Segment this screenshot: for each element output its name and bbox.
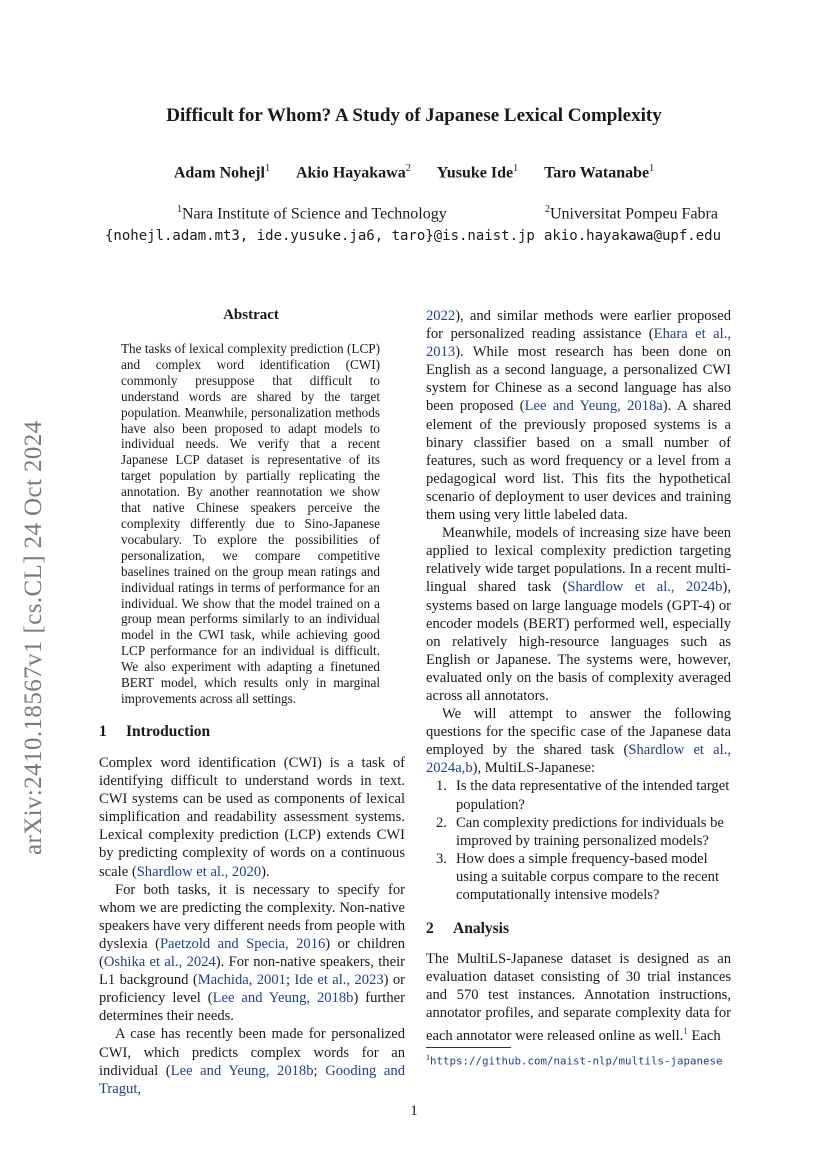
abstract-heading: Abstract [223, 307, 279, 323]
footnote-marker[interactable]: 1 [683, 1026, 688, 1037]
citation-link[interactable]: 2022 [426, 308, 456, 324]
citation-link[interactable]: Paetzold and Specia, 2016 [159, 935, 326, 952]
intro-paragraph: For both tasks, it is necessary to specify for whom we are predicting the complexity. Non-native speakers have very different needs from people with dyslexia (Paetzold and Specia, 2016) or children (Oshika et al., 2024). For non-native speakers, their L1 background (Machida, 2001; Ide et al., 2023) or proficiency level (Lee and Yeung, 2018b) further determines their needs. [99, 881, 406, 1025]
intro-paragraph-continued: 2022), and similar methods were earlier proposed for personalized reading assistance (Ehara et al., 2013). While most research has been done on English as a second language, a personalized CWI system for Chinese as a second language has also been proposed (Lee and Yeung, 2018a). A shared element of the previously proposed systems is a binary classifier based on a small number of features, such as word frequency or a level from a pedagogical word list. This fits the hypothetical scenario of deployment to user devices and training them using very little labeled data. [426, 308, 731, 524]
list-item: 3. How does a simple frequency-based model using a suitable corpus compare to the recent computationally intensive models? [436, 850, 720, 903]
author: Adam Nohejl$^1$ [173, 163, 270, 182]
intro-paragraph: Meanwhile, models of increasing size have been applied to lexical complexity prediction targeting relatively wide target populations. In a recent multi-lingual shared task (Shardlow et al., 2024b), systems based on large language models (GPT-4) or encoder models (BERT) performed well, especially on relatively high-resource languages such as English or Japanese. The systems were, however, evaluated only on the basis of complexity averaged across all annotators. [426, 525, 731, 704]
list-item: 2. Can complexity predictions for individuals be improved by training personalized models? [436, 814, 724, 849]
author: Taro Watanabe$^1$ [544, 163, 655, 182]
paper-title: Difficult for Whom? A Study of Japanese Lexical Complexity [166, 105, 662, 126]
affiliation-2: $^2$Universitat Pompeu Fabra [545, 204, 718, 223]
citation-link[interactable]: Shardlow et al., 2024a,b [426, 742, 731, 777]
author: Yusuke Ide$^1$ [436, 163, 519, 182]
citation-link[interactable]: Lee and Yeung, 2018a [524, 398, 663, 415]
footnote-divider [426, 1047, 511, 1048]
abstract-text: The tasks of lexical complexity prediction (LCP) and complex word identification (CWI) commonly presuppose that difficult to understand words are shared by the target population. Meanwhile, personalization methods have also been proposed to adapt models to individual needs. We verify that a recent Japanese LCP dataset is representative of its target population by partially replicating the annotation. By another reannotation we show that native Chinese speakers perceive the complexity differently due to Sino-Japanese vocabulary. To explore the possibilities of personalization, we compare competitive baselines trained on the group mean ratings and individual ratings in terms of performance for an individual. We show that the model trained on a group mean performs similarly to an individual model in the CWI task, while achieving good LCP performance for an individual is difficult. We also experiment with adapting a finetuned BERT model, which results only in marginal improvements across all settings. [121, 341, 380, 706]
citation-link[interactable]: Oshika et al., 2024 [103, 954, 216, 971]
citation-link[interactable]: Ehara et al., 2013 [426, 326, 731, 361]
intro-paragraph: Complex word identification (CWI) is a task of identifying difficult to understand words in text. CWI systems can be used as components of lexical simplification and readability assessment systems. Lexical complexity prediction (LCP) extends CWI by predicting complexity of words on a continuous scale (Shardlow et al., 2020). [99, 755, 405, 880]
citation-link[interactable]: Gooding and Tragut, [99, 1062, 405, 1097]
research-question-list [426, 777, 731, 904]
intro-paragraph: A case has recently been made for personalized CWI, which predicts complex words for an individual (Lee and Yeung, 2018b; Gooding and Tragut, [99, 1026, 405, 1097]
citation-link[interactable]: Shardlow et al., 2024b [567, 579, 723, 596]
citation-link[interactable]: Shardlow et al., 2020 [136, 863, 262, 880]
footnote: $^1$https://github.com/naist-nlp/multils-japanese [426, 1053, 723, 1068]
citation-link[interactable]: Ide et al., 2023 [294, 972, 384, 989]
citation-link[interactable]: Machida, 2001 [197, 972, 286, 989]
citation-link[interactable]: Lee and Yeung, 2018b [212, 990, 354, 1007]
intro-paragraph: We will attempt to answer the following questions for the specific case of the Japanese data employed by the shared task (Shardlow et al., 2024a,b), MultiLS-Japanese: [426, 706, 731, 777]
affiliation-2-email: akio.hayakawa@upf.edu [544, 228, 722, 244]
left-column-body [99, 754, 405, 1098]
author: Akio Hayakawa$^2$ [295, 163, 411, 182]
section-heading-introduction: 1 Introduction [99, 723, 211, 740]
footnote-url-link[interactable]: https://github.com/naist-nlp/multils-japanese [430, 1054, 723, 1068]
citation-link[interactable]: Lee and Yeung, 2018b [170, 1062, 314, 1079]
analysis-paragraph: The MultiLS-Japanese dataset is designed as an evaluation dataset consisting of 30 trial instances and 570 test instances. Annotation instructions, annotator profiles, and separate complexity data for each annotator were released online as well.$^1$ Each [426, 951, 731, 1045]
affiliation-1: $^1$Nara Institute of Science and Technology [177, 204, 447, 223]
affiliation-1-email: {nohejl.adam.mt3, ide.yusuke.ja6, taro}@is.naist.jp [105, 228, 535, 244]
list-item: 1. Is the data representative of the intended target population? [436, 778, 730, 813]
page-number: 1 [410, 1103, 418, 1119]
author-list [0, 163, 828, 182]
arxiv-identifier: arXiv:2410.18567v1 [cs.CL] 24 Oct 2024 [20, 420, 47, 855]
section-heading-analysis: 2 Analysis [426, 920, 509, 937]
right-column-body [426, 307, 731, 904]
